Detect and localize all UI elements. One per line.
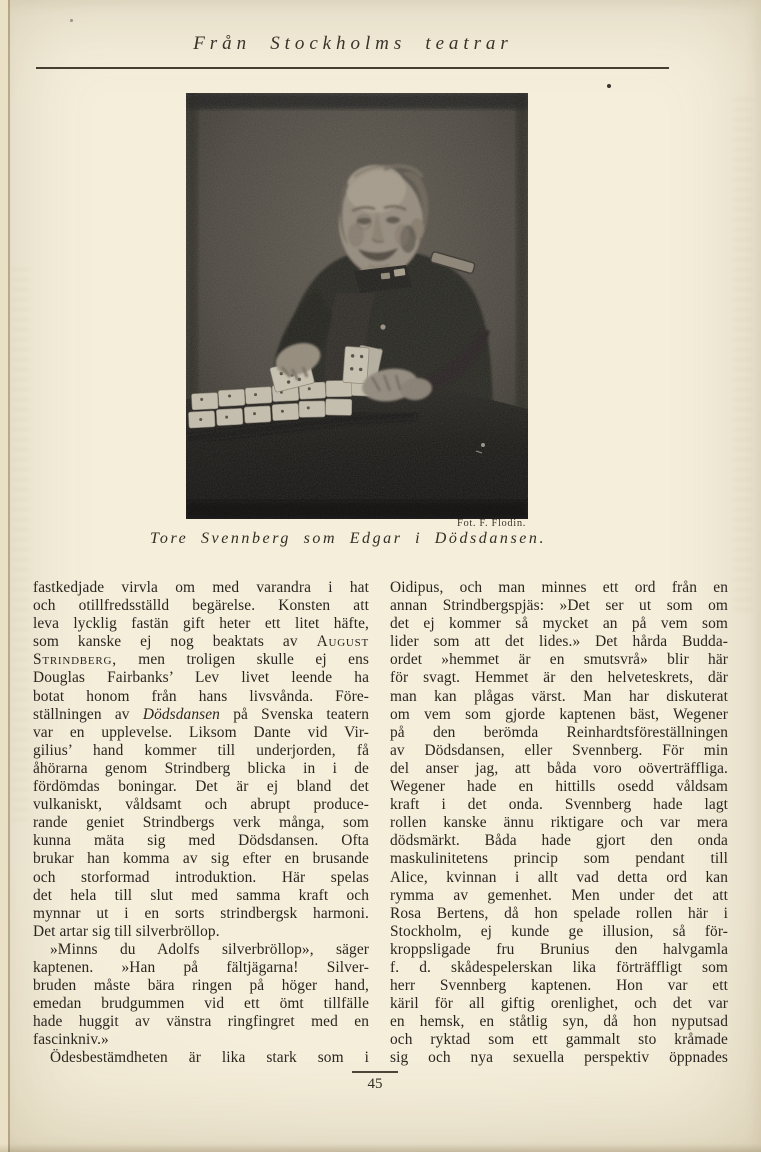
text-line: på den berömda Reinhardtsföreställningen bbox=[390, 723, 728, 741]
text-line: fascinkniv.» bbox=[33, 1031, 109, 1049]
text-line: rande geniet Strindbergs verk många, som bbox=[33, 814, 369, 832]
text-line: leva lycklig fastän gift heter ett litet häfte, bbox=[33, 615, 369, 633]
portrait-photo-illustration bbox=[186, 93, 528, 519]
text-line: var en upplevelse. Liksom Dante vid Vir- bbox=[33, 723, 369, 741]
text-line: Stockholm, ej kunde ge illusion, så för- bbox=[390, 922, 728, 940]
text-line: ställningen av Dödsdansen på Svenska teatern bbox=[33, 705, 369, 723]
text-line: Strindberg, men troligen skulle ej ens bbox=[33, 651, 369, 669]
text-line: rollen kanske ännu riktigare och var mera bbox=[390, 814, 728, 832]
text-line: Det artar sig till silverbröllop. bbox=[33, 922, 220, 940]
text-line: åhörarna genom Strindberg blicka in i de bbox=[33, 759, 369, 777]
text-line: man kan plågas värst. Man har diskuterat bbox=[390, 687, 728, 705]
text-line: emedan brudgummen vid ett ömt tillfälle bbox=[33, 995, 369, 1013]
text-line: fastkedjade virvla om med varandra i hat bbox=[33, 579, 369, 596]
text-line: brukar han komma av sig efter en brusande bbox=[33, 850, 369, 868]
photo-caption: Tore Svennberg som Edgar i Dödsdansen. bbox=[149, 530, 547, 547]
text-line: Ödesbestämdheten är lika stark som i bbox=[50, 1049, 369, 1067]
page-fold-line bbox=[8, 0, 10, 1152]
text-line: Wegener hade en hittills osedd våldsam bbox=[390, 778, 728, 796]
text-line: det hela till slut med samma kraft och bbox=[33, 886, 369, 904]
text-line: annan Strindbergspjäs: »Det ser ut som om bbox=[390, 597, 728, 615]
text-line: del anser jag, att båda voro oöverträffliga. bbox=[390, 759, 728, 777]
header-rule bbox=[36, 67, 669, 69]
page-fold-edge bbox=[0, 0, 8, 1152]
text-line: av Dödsdansen, eller Svennberg. För min bbox=[390, 741, 728, 759]
text-line: gilius’ hand kommer till underjorden, få bbox=[33, 741, 369, 759]
text-line: rymma av gemenhet. Men under det att bbox=[390, 886, 728, 904]
text-line: sig och nya sexuella perspektiv öppnades bbox=[390, 1049, 728, 1067]
ink-speck bbox=[70, 19, 73, 22]
page-bottom-shadow bbox=[0, 1144, 761, 1152]
text-line: f. d. skådespelerskan lika förträffligt som bbox=[390, 958, 728, 976]
text-line: lider som att det lides.» Det hårda Budda- bbox=[390, 633, 728, 651]
text-line: en hemsk, en ståtlig syn, då hon nyputsad bbox=[390, 1013, 728, 1031]
text-column-left bbox=[33, 579, 369, 1068]
text-line: kraft i det onda. Svennberg hade lagt bbox=[390, 796, 728, 814]
text-column-right bbox=[390, 579, 728, 1068]
text-line: fördömdas boningar. Det är ej bland det bbox=[33, 778, 369, 796]
text-line: botat honom från hans livsvånda. Före- bbox=[33, 687, 369, 705]
ink-bleedthrough-right bbox=[733, 98, 753, 618]
text-line: maskulinitetens princip som pendant till bbox=[390, 850, 728, 868]
text-line: kroppsligade fru Brunius den halvgamla bbox=[390, 940, 728, 958]
portrait-photograph bbox=[186, 93, 528, 519]
text-line: som kanske ej nog beaktats av August bbox=[33, 633, 369, 651]
text-line: »Minns du Adolfs silverbröllop», säger bbox=[50, 940, 369, 958]
text-line: vulkaniskt, våldsamt och abrupt produce- bbox=[33, 796, 369, 814]
text-line: och ryktad som ett gammalt sto kråmade bbox=[390, 1031, 728, 1049]
running-head-title: Från Stockholms teatrar bbox=[193, 33, 513, 54]
text-line: Douglas Fairbanks’ Lev livet leende ha bbox=[33, 669, 369, 687]
text-line: kaptenen. »Han på fältjägarna! Silver- bbox=[33, 958, 369, 976]
text-line: bruden måste bära ringen på höger hand, bbox=[33, 977, 369, 995]
text-line: för svagt. Hemmet är den helveteskrets, där bbox=[390, 669, 728, 687]
text-line: hade huggit av vänstra ringfingret med en bbox=[33, 1013, 369, 1031]
text-line: dödsmärkt. Båda hade gjort den onda bbox=[390, 832, 728, 850]
text-line: och otillfredsställd begärelse. Konsten att bbox=[33, 597, 369, 615]
text-line: Alice, kvinnan i allt vad detta ord kan bbox=[390, 868, 728, 886]
text-line: ordet »hemmet är en smutsvrå» blir här bbox=[390, 651, 728, 669]
text-line: Oidipus, och man minnes ett ord från en bbox=[390, 579, 728, 596]
text-line: om vem som gjorde kaptenen bäst, Wegener bbox=[390, 705, 728, 723]
text-line: käril för all giftig orenlighet, och det var bbox=[390, 995, 728, 1013]
text-line: kunna mäta sig med Dödsdansen. Ofta bbox=[33, 832, 369, 850]
text-line: mynnar ut i en sorts strindbergsk harmoni. bbox=[33, 904, 369, 922]
ink-bleedthrough-left bbox=[12, 268, 30, 828]
ink-speck bbox=[607, 84, 611, 88]
photo-credit: Fot. F. Flodin. bbox=[456, 518, 526, 529]
text-line: och storformad introduktion. Här spelas bbox=[33, 868, 369, 886]
text-line: det ej kommer så mycket an på vem som bbox=[390, 615, 728, 633]
text-line: Rosa Bertens, då hon spelade rollen här i bbox=[390, 904, 728, 922]
text-line: herr Svennberg kaptenen. Hon var ett bbox=[390, 977, 728, 995]
page-number: 45 bbox=[367, 1076, 383, 1092]
page-number-rule bbox=[352, 1071, 398, 1073]
